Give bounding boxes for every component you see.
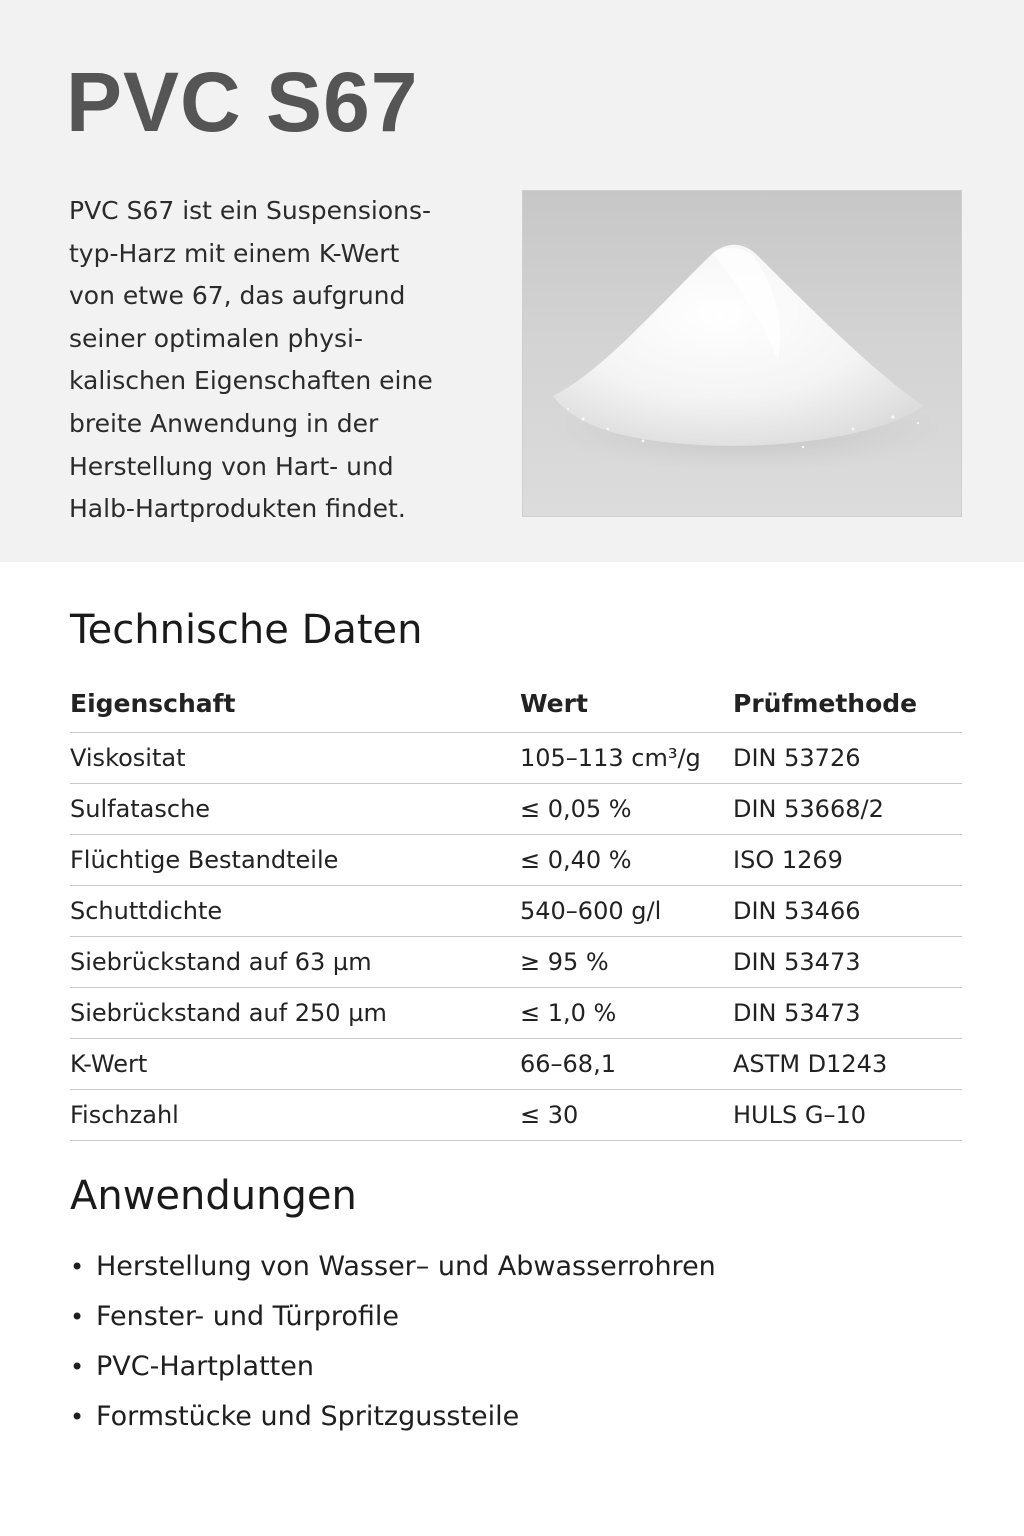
list-item-text: PVC-Hartplatten (96, 1351, 314, 1382)
table-header-row (70, 674, 962, 733)
test-method-cell: DIN 53726 (733, 733, 962, 784)
table-row (70, 886, 962, 937)
list-item-text: Herstellung von Wasser– und Abwasserrohren (96, 1251, 716, 1282)
bullet-icon: • (70, 1353, 85, 1381)
property-cell: Sulfatasche (70, 784, 520, 835)
property-cell: Fischzahl (70, 1090, 520, 1141)
pvc-powder-photo (522, 190, 962, 517)
property-cell: Siebrückstand auf 63 µm (70, 937, 520, 988)
intro-line: Herstellung von Hart- und (69, 451, 394, 481)
table-row (70, 1039, 962, 1090)
list-item (70, 1292, 716, 1342)
intro-line: typ-Harz mit einem K-Wert (69, 238, 400, 268)
intro-line: Halb-Hartprodukten findet. (69, 494, 406, 524)
value-cell: ≤ 30 (520, 1090, 733, 1141)
property-cell: Viskositat (70, 733, 520, 784)
value-cell: 105–113 cm³/g (520, 733, 733, 784)
list-item (70, 1342, 716, 1392)
value-cell: ≤ 0,05 % (520, 784, 733, 835)
test-method-cell: ASTM D1243 (733, 1039, 962, 1090)
property-cell: K-Wert (70, 1039, 520, 1090)
property-cell: Schuttdichte (70, 886, 520, 937)
technical-data-heading: Technische Daten (70, 607, 423, 653)
hero-section (0, 0, 1024, 562)
intro-line: breite Anwendung in der (69, 408, 379, 438)
test-method-cell: DIN 53466 (733, 886, 962, 937)
intro-paragraph (69, 190, 509, 531)
property-cell: Siebrückstand auf 250 µm (70, 988, 520, 1039)
table-row (70, 988, 962, 1039)
value-cell: ≤ 1,0 % (520, 988, 733, 1039)
bullet-icon: • (70, 1303, 85, 1331)
test-method-cell: HULS G–10 (733, 1090, 962, 1141)
test-method-cell: ISO 1269 (733, 835, 962, 886)
technical-data-table (70, 674, 962, 1141)
list-item (70, 1242, 716, 1292)
list-item-text: Formstücke und Spritzgussteile (96, 1401, 520, 1432)
value-cell: ≥ 95 % (520, 937, 733, 988)
bullet-icon: • (70, 1403, 85, 1431)
intro-line: PVC S67 ist ein Suspensions- (69, 196, 432, 225)
intro-line: von etwe 67, das aufgrund (69, 281, 406, 311)
page-title: PVC S67 (66, 55, 419, 149)
value-cell: ≤ 0,40 % (520, 835, 733, 886)
table-row (70, 733, 962, 784)
test-method-cell: DIN 53473 (733, 937, 962, 988)
table-row (70, 784, 962, 835)
table-row (70, 1090, 962, 1141)
table-row (70, 835, 962, 886)
test-method-cell: DIN 53668/2 (733, 784, 962, 835)
column-header-value: Wert (520, 674, 733, 733)
applications-list (70, 1242, 716, 1442)
list-item-text: Fenster- und Türprofile (96, 1301, 399, 1332)
list-item (70, 1392, 716, 1442)
value-cell: 540–600 g/l (520, 886, 733, 937)
value-cell: 66–68,1 (520, 1039, 733, 1090)
bullet-icon: • (70, 1253, 85, 1281)
table-row (70, 937, 962, 988)
test-method-cell: DIN 53473 (733, 988, 962, 1039)
powder-pile-illustration (523, 191, 962, 517)
applications-heading: Anwendungen (70, 1173, 357, 1219)
column-header-test-method: Prüfmethode (733, 674, 962, 733)
intro-line: kalischen Eigenschaften eine (69, 366, 433, 396)
column-header-property: Eigenschaft (70, 674, 520, 733)
property-cell: Flüchtige Bestandteile (70, 835, 520, 886)
intro-line: seiner optimalen physi- (69, 323, 364, 353)
